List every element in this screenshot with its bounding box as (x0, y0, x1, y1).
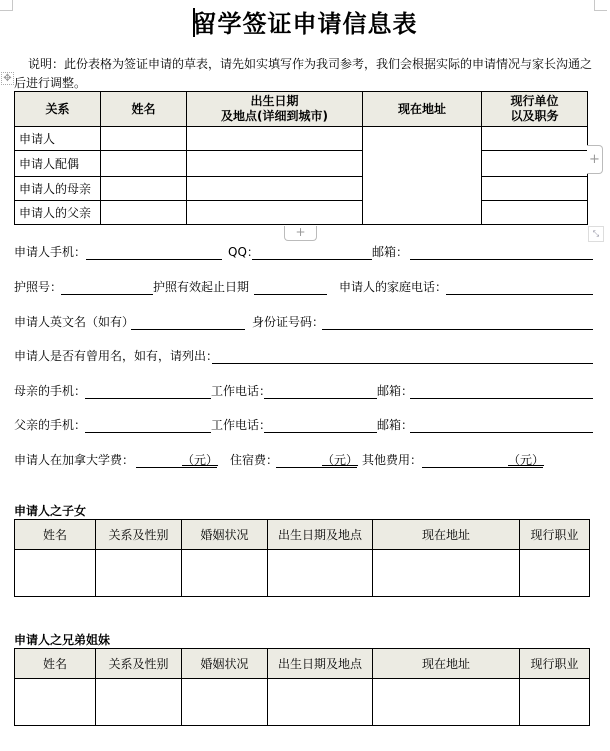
mother-phone-label: 母亲的手机： (14, 384, 87, 398)
header-work: 现行单位 以及职务 (482, 92, 588, 127)
contact-row (14, 243, 594, 261)
relation-cell: 申请人 (15, 127, 101, 151)
passport-row (14, 278, 594, 296)
father-work-phone-field[interactable] (264, 432, 377, 433)
mother-work-phone-label: 工作电话： (211, 384, 272, 398)
table-header-row (15, 649, 590, 679)
table-move-handle-icon[interactable]: ✥ (1, 72, 14, 85)
tuition-unit: （元） (182, 453, 219, 467)
name-cell[interactable] (101, 151, 187, 177)
passport-no-label: 护照号： (14, 280, 63, 294)
table-row (15, 151, 588, 177)
name-cell[interactable] (101, 201, 187, 225)
description-text: 说明：此份表格为签证申请的草表，请先如实填写作为我司参考，我们会根据实际的申请情况与家长沟通之后进行调整。 (14, 57, 593, 90)
table-row (15, 201, 588, 225)
add-row-button[interactable]: + (284, 226, 317, 241)
address-cell[interactable] (373, 679, 520, 726)
table-row (15, 127, 588, 151)
relation-cell: 申请人的父亲 (15, 201, 101, 225)
passport-validity-field[interactable] (254, 294, 327, 295)
birth-cell[interactable] (187, 151, 363, 177)
header-birth: 出生日期及地点 (268, 649, 373, 679)
header-address: 现在地址 (363, 92, 482, 127)
english-name-field[interactable] (131, 329, 245, 330)
father-contact-row (14, 416, 594, 434)
marital-status-cell[interactable] (182, 679, 268, 726)
id-number-label: 身份证号码： (252, 315, 325, 329)
children-table (14, 519, 590, 597)
marital-status-cell[interactable] (182, 550, 268, 597)
header-relation-gender: 关系及性别 (96, 520, 182, 550)
id-number-field[interactable] (322, 329, 593, 330)
home-phone-field[interactable] (446, 294, 593, 295)
passport-validity-label: 护照有效起止日期 (153, 280, 250, 294)
header-occupation: 现行职业 (520, 520, 590, 550)
header-relation: 关系 (15, 92, 101, 127)
former-name-label: 申请人是否有曾用名，如有，请列出： (14, 349, 219, 363)
children-section-title: 申请人之子女 (14, 504, 87, 518)
relation-gender-cell[interactable] (96, 550, 182, 597)
mother-email-field[interactable] (410, 398, 593, 399)
father-phone-label: 父亲的手机： (14, 418, 87, 432)
qq-field[interactable] (252, 259, 372, 260)
header-birth: 出生日期及地点 (268, 520, 373, 550)
table-header-row (15, 92, 588, 127)
email-label: 邮箱： (372, 245, 409, 259)
passport-no-field[interactable] (61, 294, 153, 295)
header-name: 姓名 (15, 520, 96, 550)
applicant-phone-field[interactable] (86, 259, 222, 260)
former-name-field[interactable] (212, 363, 593, 364)
relation-cell: 申请人配偶 (15, 151, 101, 177)
mother-contact-row (14, 382, 594, 400)
birth-cell[interactable] (187, 127, 363, 151)
header-name: 姓名 (101, 92, 187, 127)
work-cell[interactable] (482, 127, 588, 151)
accommodation-unit: （元） (322, 453, 359, 467)
home-phone-label: 申请人的家庭电话： (339, 280, 448, 294)
occupation-cell[interactable] (520, 550, 590, 597)
table-row (15, 177, 588, 201)
birth-cell[interactable] (187, 177, 363, 201)
table-resize-icon[interactable]: ⤡ (588, 226, 604, 242)
birth-cell[interactable] (187, 201, 363, 225)
english-name-label: 申请人英文名（如有） (14, 315, 135, 329)
document-title: 留学签证申请信息表 (192, 9, 418, 38)
former-name-row (14, 347, 594, 365)
header-occupation: 现行职业 (520, 649, 590, 679)
name-cell[interactable] (101, 127, 187, 151)
table-header-row (15, 520, 590, 550)
name-cell[interactable] (15, 550, 96, 597)
work-cell[interactable] (482, 201, 588, 225)
header-relation-gender: 关系及性别 (96, 649, 182, 679)
birth-cell[interactable] (268, 550, 373, 597)
fees-row (14, 451, 594, 469)
header-birth: 出生日期 及地点(详细到城市) (187, 92, 363, 127)
relation-gender-cell[interactable] (96, 679, 182, 726)
email-field[interactable] (410, 259, 593, 260)
work-cell[interactable] (482, 177, 588, 201)
header-marital-status: 婚姻状况 (182, 649, 268, 679)
name-id-row (14, 313, 594, 331)
table-row (15, 679, 590, 726)
table-row (15, 550, 590, 597)
mother-phone-field[interactable] (85, 398, 211, 399)
header-name: 姓名 (15, 649, 96, 679)
name-cell[interactable] (101, 177, 187, 201)
accommodation-label: 住宿费： (230, 453, 279, 467)
father-email-label: 邮箱： (377, 418, 414, 432)
siblings-section-title: 申请人之兄弟姐妹 (14, 633, 111, 647)
siblings-table (14, 648, 590, 726)
address-cell[interactable] (363, 127, 482, 225)
birth-cell[interactable] (268, 679, 373, 726)
name-cell[interactable] (15, 679, 96, 726)
applicant-phone-label: 申请人手机： (14, 245, 87, 259)
header-marital-status: 婚姻状况 (182, 520, 268, 550)
qq-label: QQ： (228, 245, 259, 259)
occupation-cell[interactable] (520, 679, 590, 726)
relation-cell: 申请人的母亲 (15, 177, 101, 201)
father-work-phone-label: 工作电话： (211, 418, 272, 432)
header-address: 现在地址 (373, 649, 520, 679)
father-email-field[interactable] (410, 432, 593, 433)
mother-work-phone-field[interactable] (264, 398, 377, 399)
family-info-table (14, 91, 588, 225)
add-column-button[interactable]: + (587, 145, 603, 174)
father-phone-field[interactable] (85, 432, 211, 433)
tuition-label: 申请人在加拿大学费： (14, 453, 135, 467)
mother-email-label: 邮箱： (377, 384, 414, 398)
other-fees-label: 其他费用： (362, 453, 423, 467)
other-fees-unit: （元） (508, 453, 545, 467)
header-address: 现在地址 (373, 520, 520, 550)
address-cell[interactable] (373, 550, 520, 597)
work-cell[interactable] (482, 151, 588, 177)
